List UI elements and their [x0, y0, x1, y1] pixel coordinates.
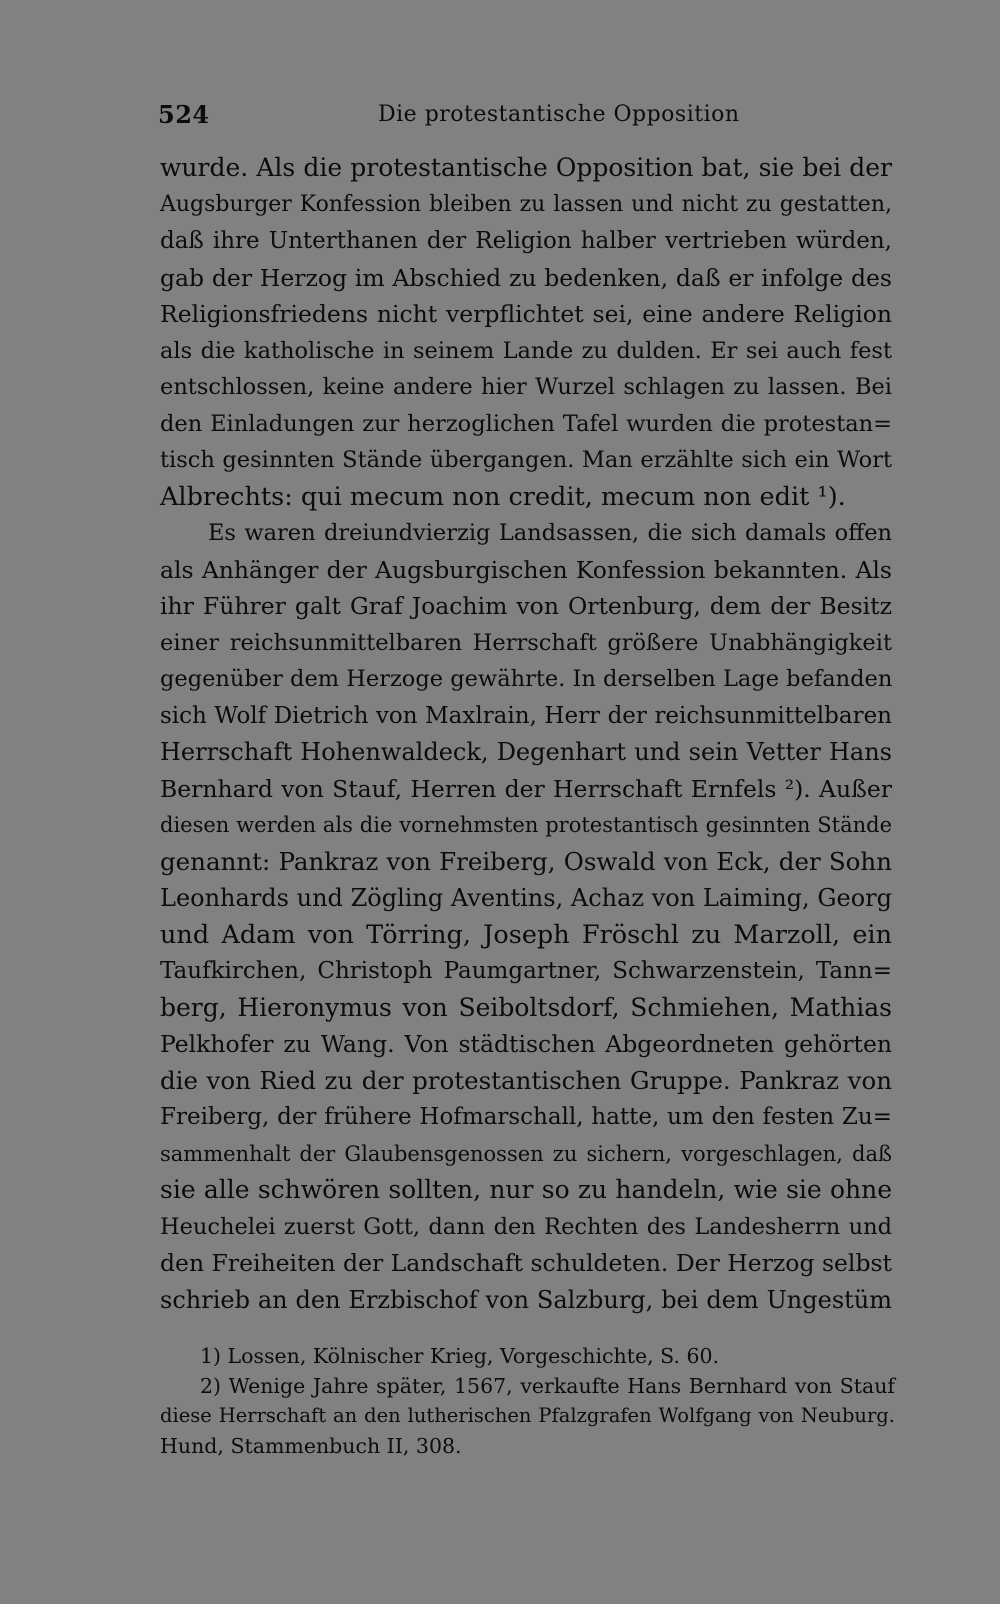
text-line: sich Wolf Dietrich von Maxlrain, Herr der reichsunmittelbaren	[160, 702, 892, 729]
text-line: gegenüber dem Herzoge gewährte. In derselben Lage befanden	[160, 666, 893, 692]
page-number: 524	[158, 100, 210, 129]
text-line: als die katholische in seinem Lande zu dulden. Er sei auch fest	[160, 337, 892, 364]
text-line: Albrechts: qui mecum non credit, mecum non edit ¹).	[160, 481, 846, 512]
text-line: sie alle schwören sollten, nur so zu handeln, wie sie ohne	[160, 1175, 892, 1204]
text-line: gab der Herzog im Abschied zu bedenken, daß er infolge des	[160, 263, 892, 292]
text-line: entschlossen, keine andere hier Wurzel schlagen zu lassen. Bei	[160, 374, 892, 400]
text-line: den Einladungen zur herzoglichen Tafel wurden die protestan=	[160, 410, 892, 437]
text-line: Leonhards und Zögling Aventins, Achaz von Laiming, Georg	[160, 884, 892, 912]
text-line: Es waren dreiundvierzig Landsassen, die sich damals offen	[208, 520, 892, 546]
footnotes	[160, 1341, 895, 1461]
text-line: Pelkhofer zu Wang. Von städtischen Abgeordneten gehörten	[160, 1030, 892, 1058]
text-line: ihr Führer galt Graf Joachim von Ortenburg, dem der Besitz	[160, 592, 892, 620]
text-line: den Freiheiten der Landschaft schuldeten. Der Herzog selbst	[160, 1249, 892, 1277]
text-line: schrieb an den Erzbischof von Salzburg, bei dem Ungestüm	[160, 1285, 892, 1314]
text-line: einer reichsunmittelbaren Herrschaft größere Unabhängigkeit	[160, 629, 892, 656]
text-line: sammenhalt der Glaubensgenossen zu sichern, vorgeschlagen, daß	[160, 1141, 892, 1166]
footnote-line: Hund, Stammenbuch II, 308.	[160, 1434, 462, 1458]
footnote-line: diese Herrschaft an den lutherischen Pfalzgrafen Wolfgang von Neuburg.	[160, 1404, 895, 1427]
text-line: und Adam von Törring, Joseph Fröschl zu Marzoll, ein	[160, 919, 892, 950]
text-line: Taufkirchen, Christoph Paumgartner, Schwarzenstein, Tann=	[160, 958, 892, 984]
text-line: tisch gesinnten Stände übergangen. Man erzählte sich ein Wort	[160, 447, 892, 473]
text-line: Heuchelei zuerst Gott, dann den Rechten des Landesherrn und	[160, 1213, 892, 1240]
text-line: Freiberg, der frühere Hofmarschall, hatte, um den festen Zu=	[160, 1104, 892, 1130]
main-text	[160, 150, 892, 1318]
text-line: die von Ried zu der protestantischen Gruppe. Pankraz von	[160, 1065, 892, 1095]
text-line: Bernhard von Stauf, Herren der Herrschaft Ernfels ²). Außer	[160, 774, 892, 803]
running-head	[158, 100, 892, 140]
footnote-line: 1) Lossen, Kölnischer Krieg, Vorgeschichte, S. 60.	[200, 1344, 720, 1368]
text-line: als Anhänger der Augsburgischen Konfession bekannten. Als	[160, 555, 892, 584]
text-line: diesen werden als die vornehmsten protestantisch gesinnten Stände	[160, 813, 892, 837]
text-line: Religionsfriedens nicht verpflichtet sei, eine andere Religion	[160, 300, 892, 328]
text-line: daß ihre Unterthanen der Religion halber vertrieben würden,	[160, 228, 892, 254]
text-line: Augsburger Konfession bleiben zu lassen und nicht zu gestatten,	[160, 191, 892, 217]
text-line: genannt: Pankraz von Freiberg, Oswald von Eck, der Sohn	[160, 846, 892, 876]
running-title: Die protestantische Opposition	[378, 102, 740, 127]
text-line: Herrschaft Hohenwaldeck, Degenhart und sein Vetter Hans	[160, 738, 892, 766]
footnote-line: 2) Wenige Jahre später, 1567, verkaufte Hans Bernhard von Stauf	[200, 1374, 895, 1398]
text-line: wurde. Als die protestantische Opposition bat, sie bei der	[160, 153, 892, 182]
text-line: berg, Hieronymus von Seiboltsdorf, Schmiehen, Mathias	[160, 992, 892, 1022]
